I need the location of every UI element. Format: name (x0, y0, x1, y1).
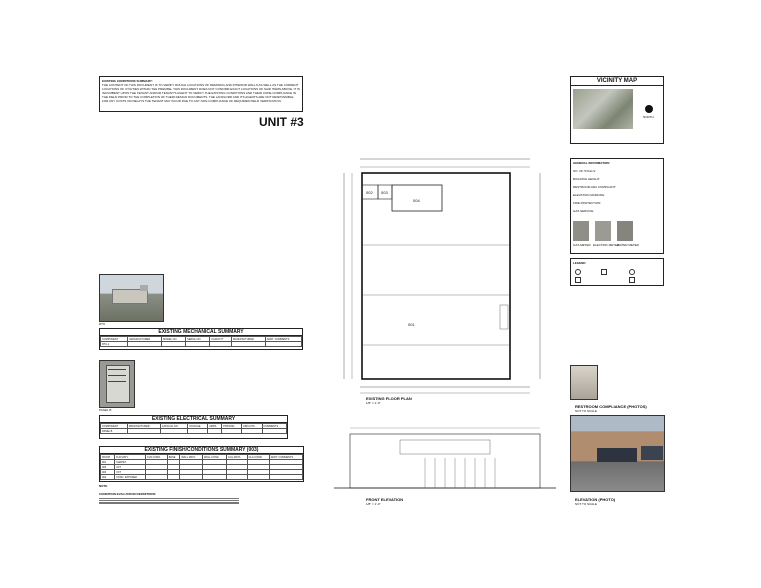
finish-note-title: NOTE (99, 484, 108, 488)
panel-photo-caption: PANEL B (99, 408, 112, 412)
electrical-table: COMPONENT MANUFACTURER CATALOG NO. VOLTAGE AMPS PHASING CIRCUITS COMMENTS PANEL B (100, 423, 287, 434)
info-row: RESTROOM ADA COMPLIANT: (573, 185, 616, 189)
electric-meter-label: ELECTRIC METER (593, 243, 620, 247)
gas-meter-photo (573, 221, 589, 241)
restroom-scale: NOT TO SCALE (575, 409, 597, 413)
floor-plan (330, 155, 560, 415)
legend-panel (570, 258, 664, 286)
info-row: ELEVATION MARKING: (573, 193, 606, 197)
gas-meter-label: GAS METER (573, 243, 591, 247)
electrical-summary (99, 415, 288, 439)
info-row: NO. OF STALLS: (573, 169, 596, 173)
elevation-photo-scale: NOT TO SCALE (575, 502, 597, 506)
water-meter-photo (617, 221, 633, 241)
general-info-title: GENERAL INFORMATION (573, 161, 610, 165)
legend-title: LEGEND (573, 261, 586, 265)
vicinity-map-panel (570, 76, 664, 144)
floor-plan-scale: 1/8" = 1'-0" (366, 401, 381, 405)
front-elevation (330, 420, 560, 496)
elevation-photo-caption: ELEVATION (PHOTO) (575, 497, 616, 502)
room-label-004: 004 (413, 198, 420, 203)
mechanical-title: EXISTING MECHANICAL SUMMARY (100, 329, 302, 336)
finish-table: ROOM FLR MAT'L FLR COND. BASE WALL MAT'L WALL COND. CLG MAT'L CLG COND. ADDT. COMMENTS 001 CARPET 002 VCT 003 VCT 004 CONC. EXPOSED (100, 454, 303, 480)
unit-label: UNIT #3 (259, 115, 304, 129)
electrical-title: EXISTING ELECTRICAL SUMMARY (100, 416, 287, 423)
restroom-photo (570, 365, 598, 400)
front-elevation-title: FRONT ELEVATION (366, 497, 404, 502)
notice-title: EXISTING CONDITIONS SUMMARY: (102, 79, 153, 83)
table-row: 001 CARPET (101, 460, 303, 465)
elevation-photo (570, 415, 665, 492)
table-row: PANEL B (101, 429, 287, 434)
info-row: FIRE PROTECTION: (573, 201, 602, 205)
general-info-panel (570, 158, 664, 254)
table-row: 002 VCT (101, 465, 303, 470)
electric-meter-photo (595, 221, 611, 241)
table-row: 003 VCT (101, 470, 303, 475)
mechanical-table: COMPONENT MANUFACTURER MODEL NO. SERIAL NO. CAPACITY MANUFACTURED ADDT. COMMENTS RTU-1 (100, 336, 302, 347)
room-label-001: 001 (408, 322, 415, 327)
existing-conditions-notice (99, 76, 303, 112)
floor-plan-title: EXISTING FLOOR PLAN (366, 396, 412, 401)
vicinity-title: VICINITY MAP (571, 77, 663, 86)
rtu-photo (99, 274, 164, 322)
panel-photo (99, 360, 135, 408)
notice-body: THE CONTENT OF THIS DOCUMENT IS TO VERIFY ROUGH LOCATIONS OF DEMISING AND INTERIOR WALLS AS WELL AS THE CURRENT LOCATIONS OF UTILITIES WITHIN THE PREMISE. THIS DOCUMENT DOES NOT CONFIRM EXACT LOCATIONS OF SAID ITEMS ABOVE. IT IS INCUMBENT UPON THE TENANT AND/OR TENANT'S AGENT TO VERIFY THE EXISTING CONDITIONS AND THEIR CODE COMPLIANCE IN THE FIELD PRIOR TO THE COMPLETION OF THEIR DESIGN DOCUMENTS. THE LANDLORD AND ITS AGENTS ARE NOT RESPONSIBLE FOR ANY COSTS OR DELAYS THE TENANT MAY INCUR DUE TO ANY NON-COMPLIANCE OF REQUIRED FIELD VERIFICATION. (102, 83, 300, 103)
info-row: BUILDING HEIGHT: (573, 177, 600, 181)
mechanical-summary (99, 328, 303, 350)
vicinity-aerial (573, 89, 633, 129)
evaluation-lines (99, 497, 239, 505)
rtu-photo-caption: RTU (99, 322, 106, 326)
table-row: 004 CONC. EXPOSED (101, 475, 303, 480)
front-elevation-scale: 1/8" = 1'-0" (366, 502, 381, 506)
finish-summary (99, 446, 304, 482)
room-label-002: 002 (366, 190, 373, 195)
water-meter-label: WATER METER (617, 243, 639, 247)
north-label: NORTH (643, 115, 654, 119)
room-label-003: 003 (381, 190, 388, 195)
restroom-caption: RESTROOM COMPLIANCE (PHOTOS) (575, 404, 647, 409)
evaluation-title: CONDITION EVALUATION DEFINITIONS (99, 492, 156, 496)
finish-title: EXISTING FINISH/CONDITIONS SUMMARY (003) (100, 447, 303, 454)
table-row: RTU-1 (101, 342, 302, 347)
info-row: GAS SERVICE: (573, 209, 595, 213)
north-arrow-icon (645, 105, 653, 113)
